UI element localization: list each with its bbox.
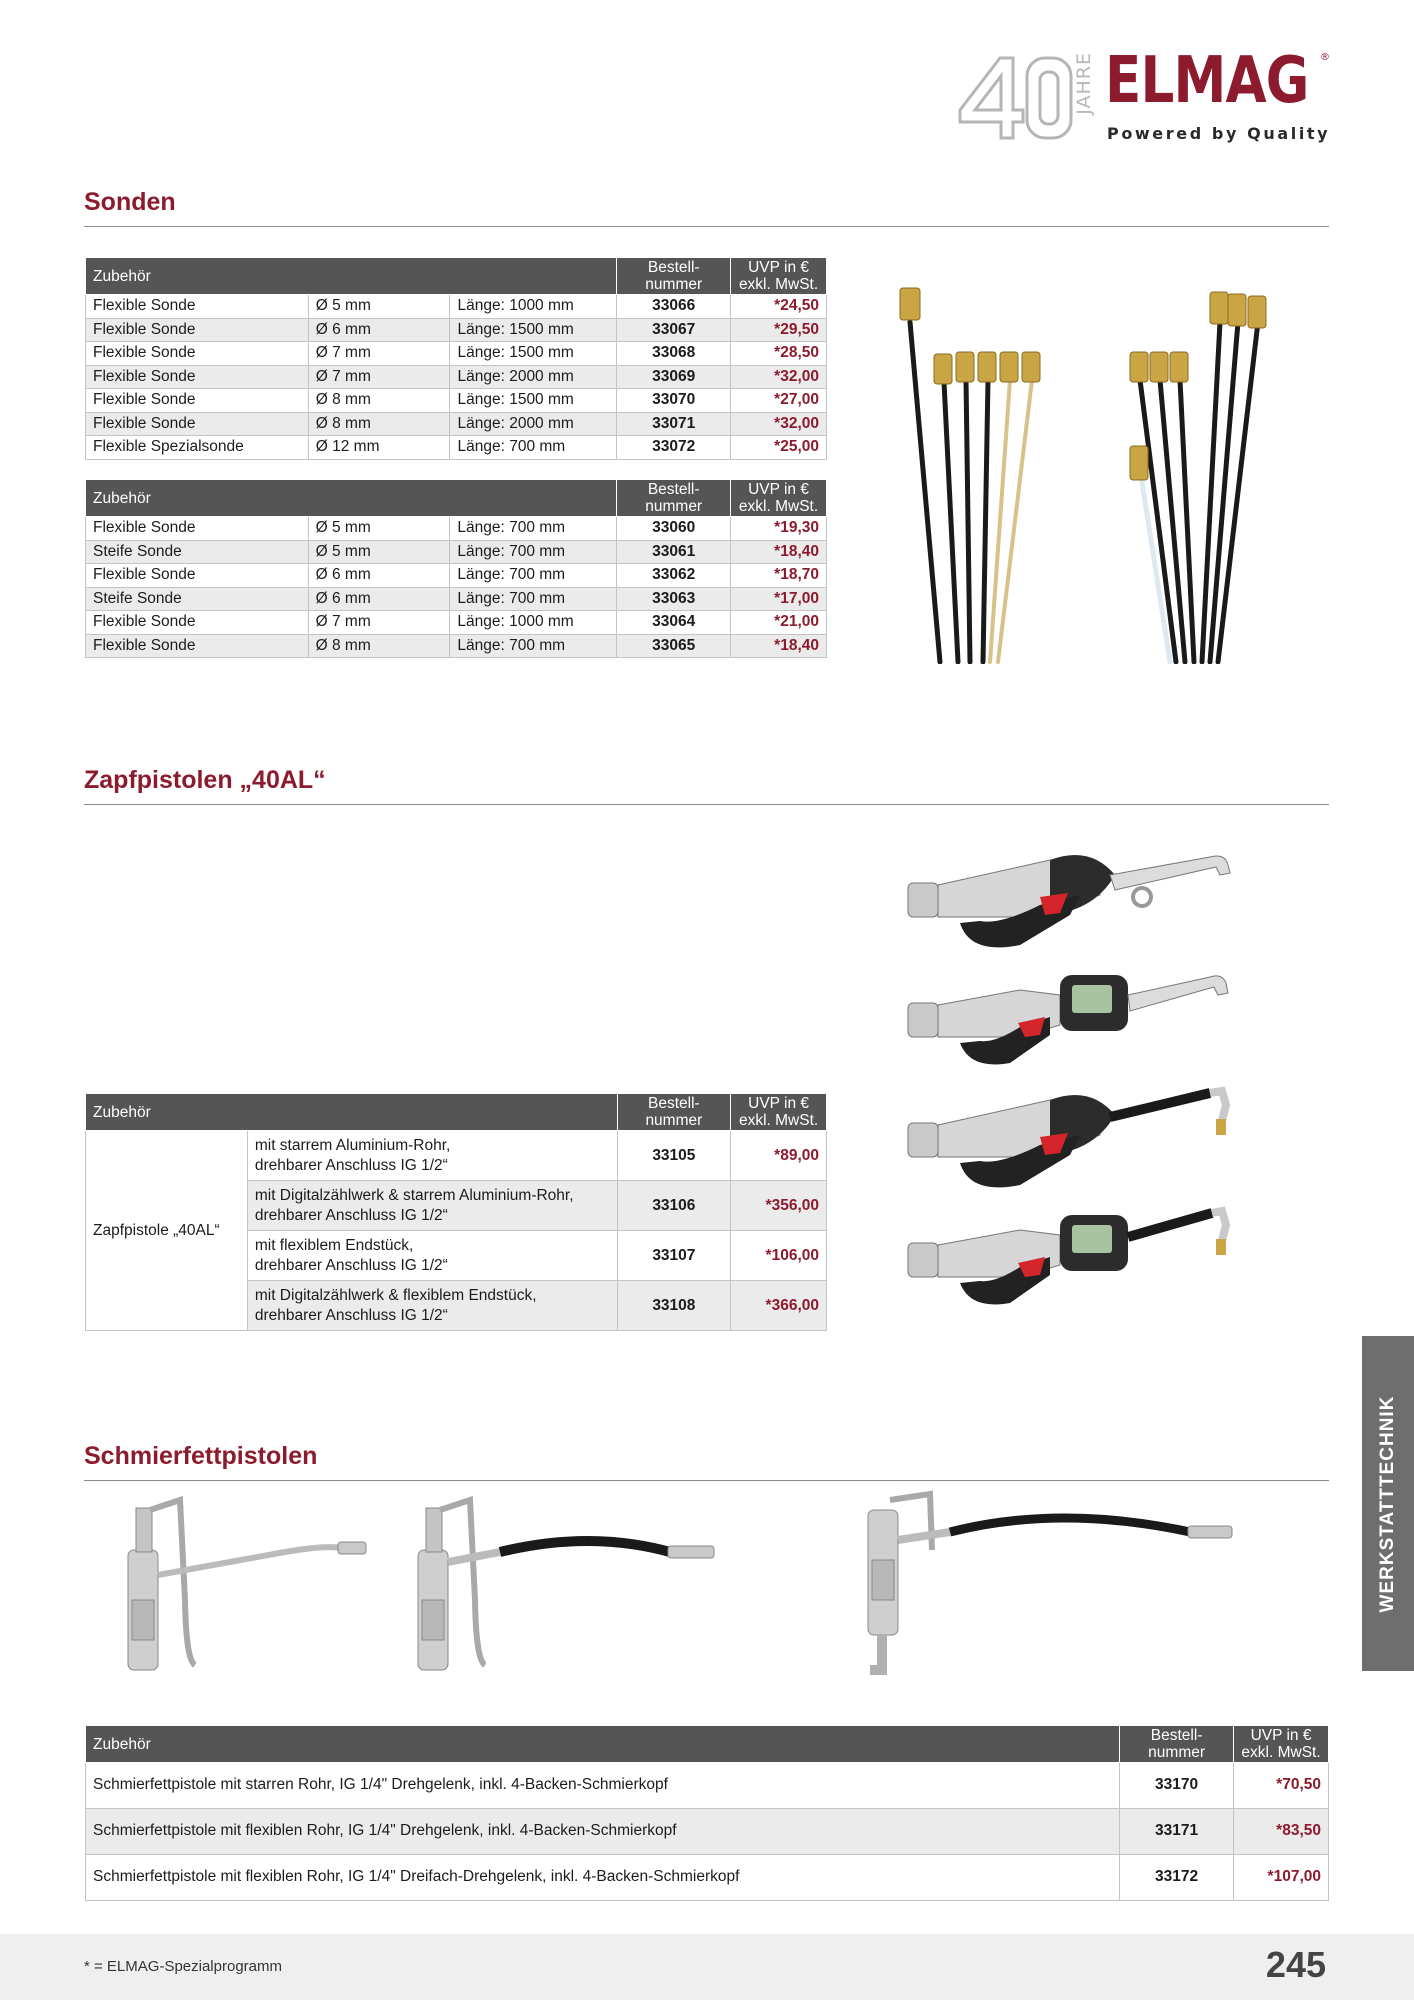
cell-zubehoer: Flexible Sonde [86, 318, 309, 342]
table-header-row [86, 480, 827, 517]
cell-bestellnummer: 33068 [617, 342, 731, 366]
cell-bestellnummer: 33105 [617, 1131, 731, 1181]
table-row [86, 634, 827, 658]
cell-description [247, 1131, 617, 1181]
cell-length: Länge: 1000 mm [450, 295, 617, 319]
cell-bestellnummer: 33071 [617, 412, 731, 436]
table-header-row [86, 1094, 827, 1131]
cell-length: Länge: 1500 mm [450, 342, 617, 366]
anniversary-number: 40 [955, 50, 957, 51]
cell-diameter: Ø 7 mm [308, 342, 450, 366]
cell-price: *70,50 [1234, 1763, 1329, 1809]
cell-diameter: Ø 7 mm [308, 611, 450, 635]
category-side-tab [1362, 1336, 1414, 1671]
category-label: WERKSTATTTECHNIK [1377, 1395, 1398, 1612]
description-line-2: drehbarer Anschluss IG 1/2“ [254, 1306, 448, 1324]
header-bestellnummer: Bestell- nummer [617, 480, 731, 517]
table-row [86, 436, 827, 460]
table-header-row [86, 258, 827, 295]
sonden-table-1 [85, 257, 827, 460]
probes-product-image [880, 282, 1300, 664]
cell-zubehoer: Flexible Spezialsonde [86, 436, 309, 460]
table-row [86, 1763, 1329, 1809]
cell-price: *366,00 [731, 1281, 827, 1331]
cell-zubehoer: Flexible Sonde [86, 295, 309, 319]
registered-mark: ® [1320, 52, 1330, 63]
brand-tagline: Powered by Quality [1107, 124, 1331, 143]
section-divider [84, 226, 1329, 227]
header-zubehoer: Zubehör [86, 1094, 618, 1131]
cell-price: *32,00 [731, 412, 827, 436]
cell-price: *21,00 [731, 611, 827, 635]
anniversary-40-graphic [955, 50, 1080, 145]
cell-price: *29,50 [731, 318, 827, 342]
cell-length: Länge: 700 mm [450, 436, 617, 460]
table-row [86, 1131, 827, 1181]
cell-diameter: Ø 6 mm [308, 587, 450, 611]
cell-bestellnummer: 33065 [617, 634, 731, 658]
table-row [86, 389, 827, 413]
cell-price: *106,00 [731, 1231, 827, 1281]
page-number: 245 [1265, 1944, 1326, 1985]
cell-price: *25,00 [731, 436, 827, 460]
header-bestellnummer: Bestell- nummer [617, 1094, 731, 1131]
cell-bestellnummer: 33069 [617, 365, 731, 389]
brand-name: ELMAG [1105, 44, 1309, 118]
cell-bestellnummer: 33170 [1120, 1763, 1234, 1809]
cell-length: Länge: 700 mm [450, 564, 617, 588]
header-uvp: UVP in € exkl. MwSt. [731, 1094, 827, 1131]
cell-zubehoer: Flexible Sonde [86, 412, 309, 436]
anniversary-word: JAHRE [1073, 52, 1095, 115]
cell-price: *17,00 [731, 587, 827, 611]
header-zubehoer: Zubehör [86, 258, 617, 295]
table-row [86, 1809, 1329, 1855]
description-line-2: drehbarer Anschluss IG 1/2“ [254, 1206, 448, 1224]
cell-price: *83,50 [1234, 1809, 1329, 1855]
elmag-logo [955, 44, 1335, 150]
cell-zubehoer: Flexible Sonde [86, 564, 309, 588]
description-line-1: mit Digitalzählwerk & starrem Aluminium-Rohr, [254, 1186, 574, 1204]
cell-zubehoer: Schmierfettpistole mit flexiblen Rohr, IG 1/4" Dreifach-Drehgelenk, inkl. 4-Backen-Schmierkopf [86, 1855, 1120, 1901]
cell-bestellnummer: 33106 [617, 1181, 731, 1231]
table-row [86, 540, 827, 564]
cell-bestellnummer: 33064 [617, 611, 731, 635]
cell-bestellnummer: 33070 [617, 389, 731, 413]
cell-diameter: Ø 7 mm [308, 365, 450, 389]
header-uvp: UVP in € exkl. MwSt. [731, 258, 827, 295]
table-row [86, 611, 827, 635]
cell-bestellnummer: 33171 [1120, 1809, 1234, 1855]
cell-zubehoer: Flexible Sonde [86, 365, 309, 389]
cell-diameter: Ø 5 mm [308, 517, 450, 541]
table-row [86, 365, 827, 389]
table-row [86, 564, 827, 588]
cell-length: Länge: 700 mm [450, 634, 617, 658]
cell-diameter: Ø 8 mm [308, 412, 450, 436]
cell-bestellnummer: 33107 [617, 1231, 731, 1281]
schmierfettpistolen-table [85, 1725, 1329, 1901]
cell-bestellnummer: 33172 [1120, 1855, 1234, 1901]
cell-length: Länge: 1500 mm [450, 318, 617, 342]
cell-diameter: Ø 12 mm [308, 436, 450, 460]
cell-length: Länge: 2000 mm [450, 412, 617, 436]
table-row [86, 342, 827, 366]
sonden-table-2 [85, 479, 827, 658]
cell-bestellnummer: 33108 [617, 1281, 731, 1331]
cell-diameter: Ø 6 mm [308, 564, 450, 588]
section-title-sonden: Sonden [84, 188, 176, 216]
cell-description [247, 1181, 617, 1231]
table-row [86, 318, 827, 342]
cell-diameter: Ø 6 mm [308, 318, 450, 342]
cell-product-name: Zapfpistole „40AL“ [86, 1131, 248, 1331]
table-row [86, 1855, 1329, 1901]
cell-zubehoer: Schmierfettpistole mit flexiblen Rohr, IG 1/4" Drehgelenk, inkl. 4-Backen-Schmierkopf [86, 1809, 1120, 1855]
table-row [86, 412, 827, 436]
cell-price: *356,00 [731, 1181, 827, 1231]
header-uvp: UVP in € exkl. MwSt. [731, 480, 827, 517]
cell-zubehoer: Flexible Sonde [86, 517, 309, 541]
cell-diameter: Ø 8 mm [308, 389, 450, 413]
cell-diameter: Ø 5 mm [308, 295, 450, 319]
cell-length: Länge: 700 mm [450, 517, 617, 541]
cell-zubehoer: Flexible Sonde [86, 634, 309, 658]
cell-price: *24,50 [731, 295, 827, 319]
cell-price: *89,00 [731, 1131, 827, 1181]
cell-price: *18,40 [731, 634, 827, 658]
cell-bestellnummer: 33072 [617, 436, 731, 460]
header-zubehoer: Zubehör [86, 480, 617, 517]
section-divider [84, 804, 1329, 805]
description-line-1: mit starrem Aluminium-Rohr, [254, 1136, 451, 1154]
cell-bestellnummer: 33063 [617, 587, 731, 611]
header-bestellnummer: Bestell- nummer [617, 258, 731, 295]
table-row [86, 517, 827, 541]
table-row [86, 295, 827, 319]
cell-bestellnummer: 33061 [617, 540, 731, 564]
cell-price: *32,00 [731, 365, 827, 389]
cell-description [247, 1281, 617, 1331]
cell-length: Länge: 700 mm [450, 587, 617, 611]
cell-bestellnummer: 33066 [617, 295, 731, 319]
header-bestellnummer: Bestell- nummer [1120, 1726, 1234, 1763]
cell-price: *18,70 [731, 564, 827, 588]
cell-bestellnummer: 33067 [617, 318, 731, 342]
table-row [86, 587, 827, 611]
cell-length: Länge: 1000 mm [450, 611, 617, 635]
cell-price: *18,40 [731, 540, 827, 564]
cell-price: *19,30 [731, 517, 827, 541]
cell-zubehoer: Flexible Sonde [86, 342, 309, 366]
cell-zubehoer: Schmierfettpistole mit starren Rohr, IG 1/4" Drehgelenk, inkl. 4-Backen-Schmierkopf [86, 1763, 1120, 1809]
footnote: * = ELMAG-Spezialprogramm [84, 1958, 282, 1975]
description-line-1: mit flexiblem Endstück, [254, 1236, 414, 1254]
fuel-nozzle-product-image [900, 825, 1310, 1335]
cell-zubehoer: Steife Sonde [86, 587, 309, 611]
cell-zubehoer: Steife Sonde [86, 540, 309, 564]
cell-length: Länge: 2000 mm [450, 365, 617, 389]
cell-description [247, 1231, 617, 1281]
description-line-1: mit Digitalzählwerk & flexiblem Endstück, [254, 1286, 537, 1304]
header-uvp: UVP in € exkl. MwSt. [1234, 1726, 1329, 1763]
cell-length: Länge: 1500 mm [450, 389, 617, 413]
section-title-zapfpistolen: Zapfpistolen „40AL“ [84, 766, 326, 794]
section-title-schmierfettpistolen: Schmierfettpistolen [84, 1442, 318, 1470]
description-line-2: drehbarer Anschluss IG 1/2“ [254, 1156, 448, 1174]
section-divider [84, 1480, 1329, 1481]
cell-diameter: Ø 8 mm [308, 634, 450, 658]
grease-gun-product-image [120, 1490, 1270, 1695]
table-header-row [86, 1726, 1329, 1763]
cell-price: *28,50 [731, 342, 827, 366]
cell-bestellnummer: 33062 [617, 564, 731, 588]
header-zubehoer: Zubehör [86, 1726, 1120, 1763]
cell-price: *107,00 [1234, 1855, 1329, 1901]
description-line-2: drehbarer Anschluss IG 1/2“ [254, 1256, 448, 1274]
cell-price: *27,00 [731, 389, 827, 413]
cell-zubehoer: Flexible Sonde [86, 389, 309, 413]
cell-bestellnummer: 33060 [617, 517, 731, 541]
zapfpistolen-table [85, 1093, 827, 1331]
cell-diameter: Ø 5 mm [308, 540, 450, 564]
cell-length: Länge: 700 mm [450, 540, 617, 564]
cell-zubehoer: Flexible Sonde [86, 611, 309, 635]
